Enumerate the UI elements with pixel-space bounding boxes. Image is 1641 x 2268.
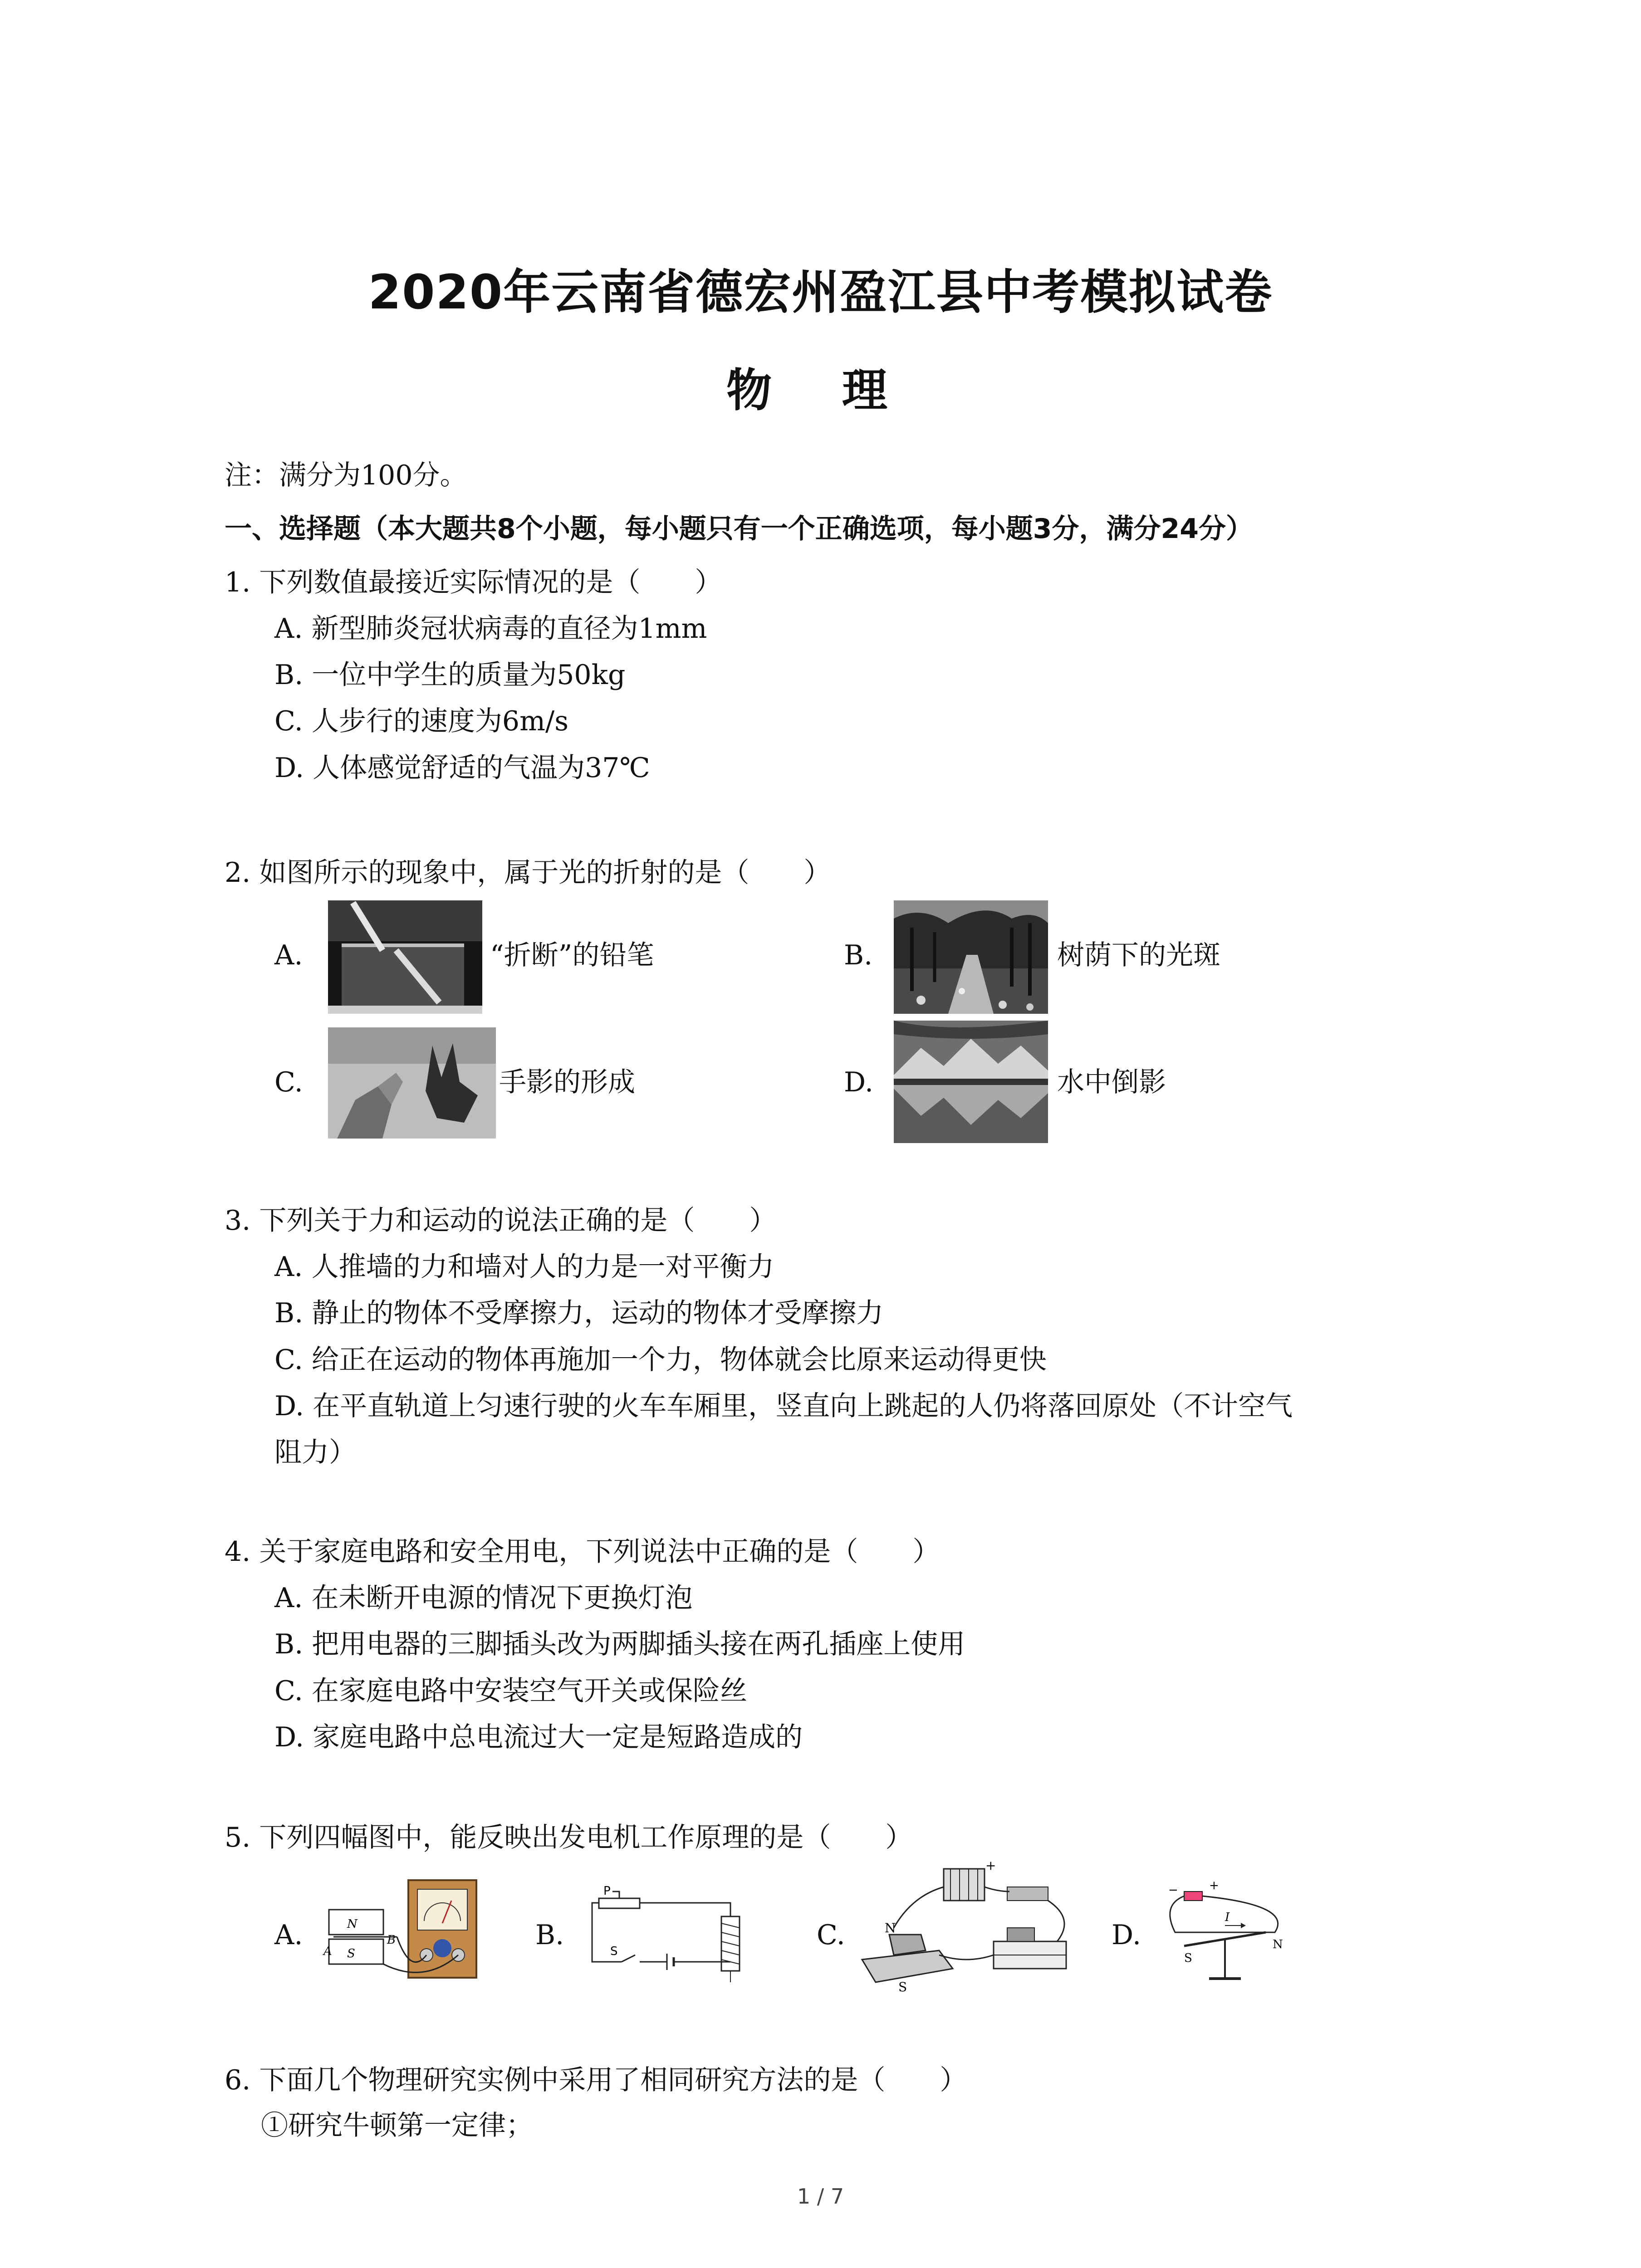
galvanometer-induction-diagram: [320, 1876, 479, 1984]
fig-a-label-n: N: [347, 1917, 358, 1931]
option-b: B. 一位中学生的质量为50kg: [274, 659, 626, 691]
page-subtitle: 物 理: [726, 364, 915, 417]
hand-shadow-image: [328, 1027, 496, 1139]
fig-c-label-n: N: [885, 1921, 896, 1936]
fig-d-label-minus: −: [1168, 1883, 1178, 1897]
fig-b-label-s: S: [610, 1945, 618, 1958]
question-stem: 1. 下列数值最接近实际情况的是（ ）: [225, 567, 722, 598]
oersted-experiment-diagram: [1161, 1878, 1293, 1987]
option-a-letter: A.: [274, 939, 303, 971]
fig-c-label-plus: +: [985, 1860, 996, 1873]
option-b: B. 把用电器的三脚插头改为两脚插头接在两孔插座上使用: [274, 1628, 965, 1660]
question-stem: 4. 关于家庭电路和安全用电，下列说法中正确的是（ ）: [225, 1536, 940, 1568]
option-b-letter: B.: [535, 1919, 564, 1951]
broken-pencil-image: [328, 900, 482, 1014]
option-b-text: 树荫下的光斑: [1057, 939, 1220, 971]
option-d: D. 家庭电路中总电流过大一定是短路造成的: [274, 1721, 803, 1753]
option-c: C. 人步行的速度为6m/s: [274, 705, 568, 737]
option-c: C. 给正在运动的物体再施加一个力，物体就会比原来运动得更快: [274, 1344, 1047, 1376]
option-c-letter: C.: [817, 1919, 845, 1951]
option-d-text: 水中倒影: [1057, 1066, 1166, 1098]
option-a-letter: A.: [274, 1919, 303, 1951]
water-reflection-image: [894, 1021, 1048, 1143]
question-stem: 2. 如图所示的现象中，属于光的折射的是（ ）: [225, 857, 831, 889]
option-a: A. 人推墙的力和墙对人的力是一对平衡力: [274, 1251, 774, 1283]
fig-b-label-p: P: [603, 1884, 611, 1898]
score-note: 注：满分为100分。: [225, 459, 467, 491]
fig-d-label-plus: +: [1209, 1879, 1219, 1892]
list-item: ①研究牛顿第一定律；: [261, 2110, 533, 2141]
option-d-letter: D.: [1112, 1919, 1141, 1951]
option-d: D. 在平直轨道上匀速行驶的火车车厢里，竖直向上跳起的人仍将落回原处（不计空气: [274, 1390, 1293, 1422]
fig-a-label-a: A: [323, 1945, 332, 1958]
option-b-letter: B.: [844, 939, 873, 971]
option-d-continued: 阻力）: [274, 1437, 356, 1468]
tree-shade-light-spots-image: [894, 900, 1048, 1014]
option-c: C. 在家庭电路中安装空气开关或保险丝: [274, 1675, 747, 1707]
fig-a-label-b: B: [387, 1933, 396, 1947]
page-title: 2020年云南省德宏州盈江县中考模拟试卷: [368, 264, 1273, 320]
page-number: 1 / 7: [797, 2184, 844, 2209]
question-stem: 5. 下列四幅图中，能反映出发电机工作原理的是（ ）: [225, 1822, 913, 1853]
option-b: B. 静止的物体不受摩擦力，运动的物体才受摩擦力: [274, 1297, 884, 1329]
motor-experiment-diagram: [857, 1860, 1084, 1996]
fig-a-label-s: S: [347, 1947, 355, 1960]
option-c-text: 手影的形成: [499, 1066, 635, 1098]
option-a: A. 新型肺炎冠状病毒的直径为1mm: [274, 613, 707, 645]
option-c-letter: C.: [274, 1066, 303, 1098]
fig-d-label-s: S: [1184, 1951, 1192, 1965]
section-heading: 一、选择题（本大题共8个小题，每小题只有一个正确选项，每小题3分，满分24分）: [225, 513, 1253, 545]
fig-c-label-s: S: [898, 1980, 907, 1994]
question-stem: 3. 下列关于力和运动的说法正确的是（ ）: [225, 1205, 777, 1237]
fig-d-label-n: N: [1273, 1938, 1283, 1951]
electromagnet-circuit-diagram: [585, 1880, 758, 1984]
option-a: A. 在未断开电源的情况下更换灯泡: [274, 1582, 693, 1614]
question-stem: 6. 下面几个物理研究实例中采用了相同研究方法的是（ ）: [225, 2064, 967, 2096]
option-a-text: “折断”的铅笔: [490, 939, 654, 971]
option-d: D. 人体感觉舒适的气温为37℃: [274, 752, 650, 784]
option-d-letter: D.: [844, 1066, 874, 1098]
fig-d-label-i: I: [1225, 1911, 1230, 1924]
